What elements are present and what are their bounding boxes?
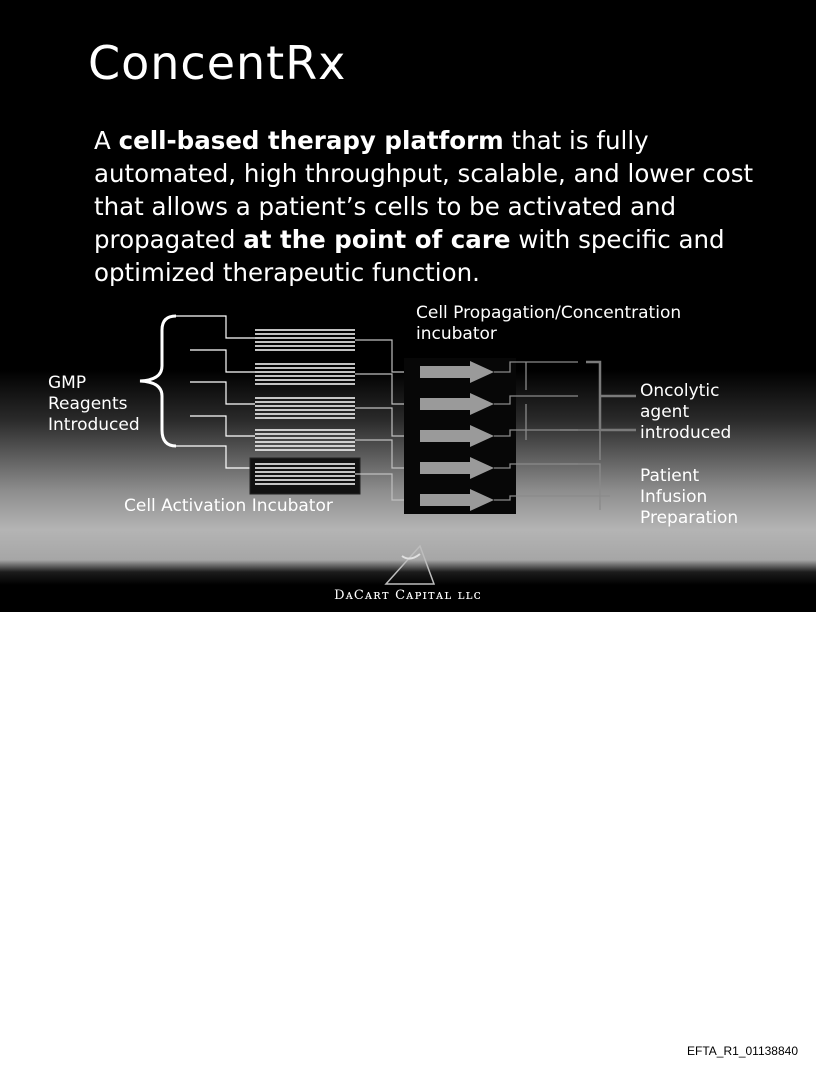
label-line: Infusion bbox=[640, 487, 708, 507]
label-line: GMP bbox=[48, 373, 87, 393]
gmp-bracket bbox=[140, 316, 176, 446]
label-line: introduced bbox=[640, 423, 732, 443]
label-line: Cell Propagation/Concentration bbox=[416, 303, 682, 323]
label-cell-propagation bbox=[416, 303, 681, 345]
body-bold-text: cell-based therapy platform bbox=[118, 126, 504, 155]
label-line: Reagents bbox=[48, 394, 128, 414]
label-line: incubator bbox=[416, 324, 497, 344]
label-line: Introduced bbox=[48, 415, 140, 435]
label-patient-infusion bbox=[640, 466, 738, 529]
label-line: Preparation bbox=[640, 508, 739, 528]
label-line: Oncolytic bbox=[640, 381, 720, 401]
body-text: with specific and optimized therapeutic function. bbox=[94, 225, 725, 287]
label-gmp-reagents bbox=[48, 373, 140, 436]
body-text: A bbox=[94, 126, 119, 155]
reagent-branch-lines bbox=[176, 316, 255, 468]
body-bold-text: at the point of care bbox=[243, 225, 511, 254]
body-text: that is fully automated, high throughput, scalable, and lower cost that allows a patient’s cells to be activated and propagated bbox=[94, 126, 754, 254]
oncolytic-bracket bbox=[586, 362, 636, 430]
slide-title: ConcentRx bbox=[88, 36, 347, 90]
label-line: agent bbox=[640, 402, 690, 422]
document-id: EFTA_R1_01138840 bbox=[687, 1044, 798, 1058]
label-oncolytic-agent bbox=[640, 381, 731, 444]
dacart-logo-icon bbox=[380, 538, 440, 588]
company-logo-text: DᴀCᴀʀᴛ Cᴀᴘɪᴛᴀʟ ʟʟᴄ bbox=[334, 588, 482, 603]
label-cell-activation-incubator: Cell Activation Incubator bbox=[124, 496, 333, 516]
label-line: Patient bbox=[640, 466, 700, 486]
